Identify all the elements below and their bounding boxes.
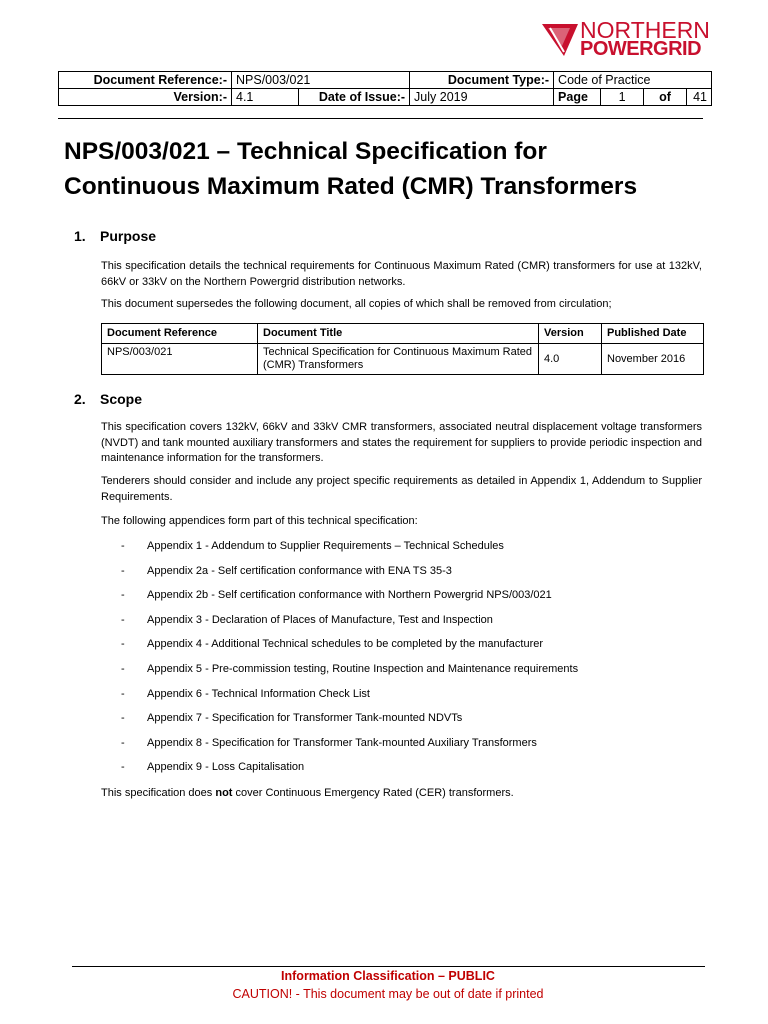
appendix-3: Appendix 3 - Declaration of Places of Manufacture, Test and Inspection xyxy=(147,613,493,626)
table-row xyxy=(102,344,704,375)
emphasis-not: not xyxy=(215,787,233,799)
col-document-title: Document Title xyxy=(258,324,539,344)
list-item: - Appendix 4 - Additional Technical schedules to be completed by the manufacturer xyxy=(121,638,544,651)
of-label: of xyxy=(644,89,687,106)
scope-paragraph-2: Tenderers should consider and include any project specific requirements as detailed in Appendix 1, Addendum to Supplier Requirements. xyxy=(101,475,702,503)
version-label: Version:- xyxy=(59,89,232,106)
appendix-list xyxy=(101,539,701,785)
doc-type-value: Code of Practice xyxy=(554,72,712,89)
list-item: - Appendix 5 - Pre-commission testing, Routine Inspection and Maintenance requirements xyxy=(121,662,579,675)
caution-notice: CAUTION! - This document may be out of date if printed xyxy=(232,987,544,1001)
purpose-paragraph-1: This specification details the technical requirements for Continuous Maximum Rated (CMR) transformers for use at 132kV, 66kV or 33kV on the Northern Powergrid distribution networks. xyxy=(101,260,702,288)
doc-ref-label: Document Reference:- xyxy=(59,72,232,89)
scope-paragraph-3: The following appendices form part of this technical specification: xyxy=(101,515,418,527)
title-line-2: Continuous Maximum Rated (CMR) Transformers xyxy=(64,173,638,200)
purpose-heading xyxy=(74,228,156,244)
col-version: Version xyxy=(539,324,602,344)
header-divider xyxy=(58,118,703,119)
col-document-reference: Document Reference xyxy=(102,324,258,344)
list-item: - Appendix 6 - Technical Information Check List xyxy=(121,687,370,700)
header-row-1 xyxy=(59,72,712,89)
header-row-2 xyxy=(59,89,712,106)
footer-divider xyxy=(72,966,705,967)
version-value: 4.1 xyxy=(232,89,299,106)
purpose-number: 1. xyxy=(74,228,86,244)
list-item: - Appendix 7 - Specification for Transformer Tank-mounted NDVTs xyxy=(121,712,463,725)
appendix-1: Appendix 1 - Addendum to Supplier Requirements – Technical Schedules xyxy=(147,540,504,552)
col-published-date: Published Date xyxy=(602,324,704,344)
cell-published-date: November 2016 xyxy=(602,344,704,375)
list-item: - Appendix 1 - Addendum to Supplier Requirements – Technical Schedules xyxy=(121,540,504,552)
cell-title: Technical Specification for Continuous Maximum Rated (CMR) Transformers xyxy=(258,344,539,375)
total-pages: 41 xyxy=(687,89,712,106)
date-label: Date of Issue:- xyxy=(299,89,410,106)
cell-reference: NPS/003/021 xyxy=(102,344,258,375)
purpose-heading-text: Purpose xyxy=(100,228,157,244)
appendix-4: Appendix 4 - Additional Technical schedules to be completed by the manufacturer xyxy=(147,638,544,651)
superseded-header-row xyxy=(102,324,704,344)
scope-heading xyxy=(74,391,142,407)
powergrid-logo-icon xyxy=(540,22,580,58)
title-line-1: NPS/003/021 – Technical Specification for xyxy=(64,138,547,165)
appendix-2a: Appendix 2a - Self certification conformance with ENA TS 35-3 xyxy=(147,564,452,577)
list-item: - Appendix 8 - Specification for Transformer Tank-mounted Auxiliary Transformers xyxy=(121,736,537,749)
scope-number: 2. xyxy=(74,391,86,407)
doc-type-label: Document Type:- xyxy=(410,72,554,89)
appendix-5: Appendix 5 - Pre-commission testing, Routine Inspection and Maintenance requirements xyxy=(147,662,579,675)
appendix-9: Appendix 9 - Loss Capitalisation xyxy=(147,761,305,774)
document-header-table xyxy=(58,71,712,106)
purpose-paragraph-2: This document supersedes the following document, all copies of which shall be removed from circulation; xyxy=(101,298,612,310)
scope-paragraph-1: This specification covers 132kV, 66kV and 33kV CMR transformers, associated neutral displacement voltage transformers (NVDT) and tank mounted auxiliary transformers and states the requirement for suppliers to provide periodic inspection and maintenance information for the transformers. xyxy=(101,421,702,464)
northern-powergrid-logo xyxy=(540,17,750,60)
appendix-6: Appendix 6 - Technical Information Check List xyxy=(147,687,370,700)
scope-heading-text: Scope xyxy=(100,391,143,407)
appendix-8: Appendix 8 - Specification for Transformer Tank-mounted Auxiliary Transformers xyxy=(147,736,537,749)
logo-line-2: POWERGRID xyxy=(580,38,702,60)
information-classification: Information Classification – PUBLIC xyxy=(281,969,495,983)
superseded-documents-table xyxy=(101,323,704,375)
page-number: 1 xyxy=(601,89,644,106)
page-label: Page xyxy=(554,89,601,106)
cell-version: 4.0 xyxy=(539,344,602,375)
appendix-7: Appendix 7 - Specification for Transformer Tank-mounted NDVTs xyxy=(147,712,463,725)
list-item: - Appendix 2a - Self certification conformance with ENA TS 35-3 xyxy=(121,564,452,577)
date-value: July 2019 xyxy=(410,89,554,106)
list-item: - Appendix 3 - Declaration of Places of Manufacture, Test and Inspection xyxy=(121,613,493,626)
scope-exclusion-note: This specification does not cover Continuous Emergency Rated (CER) transformers. xyxy=(101,787,514,799)
appendix-2b: Appendix 2b - Self certification conformance with Northern Powergrid NPS/003/021 xyxy=(147,589,552,602)
doc-ref-value: NPS/003/021 xyxy=(232,72,410,89)
list-item: - Appendix 2b - Self certification conformance with Northern Powergrid NPS/003/021 xyxy=(121,589,552,602)
list-item: - Appendix 9 - Loss Capitalisation xyxy=(121,761,305,774)
logo-line-1: NORTHERN xyxy=(580,17,710,43)
page-title xyxy=(64,134,724,204)
